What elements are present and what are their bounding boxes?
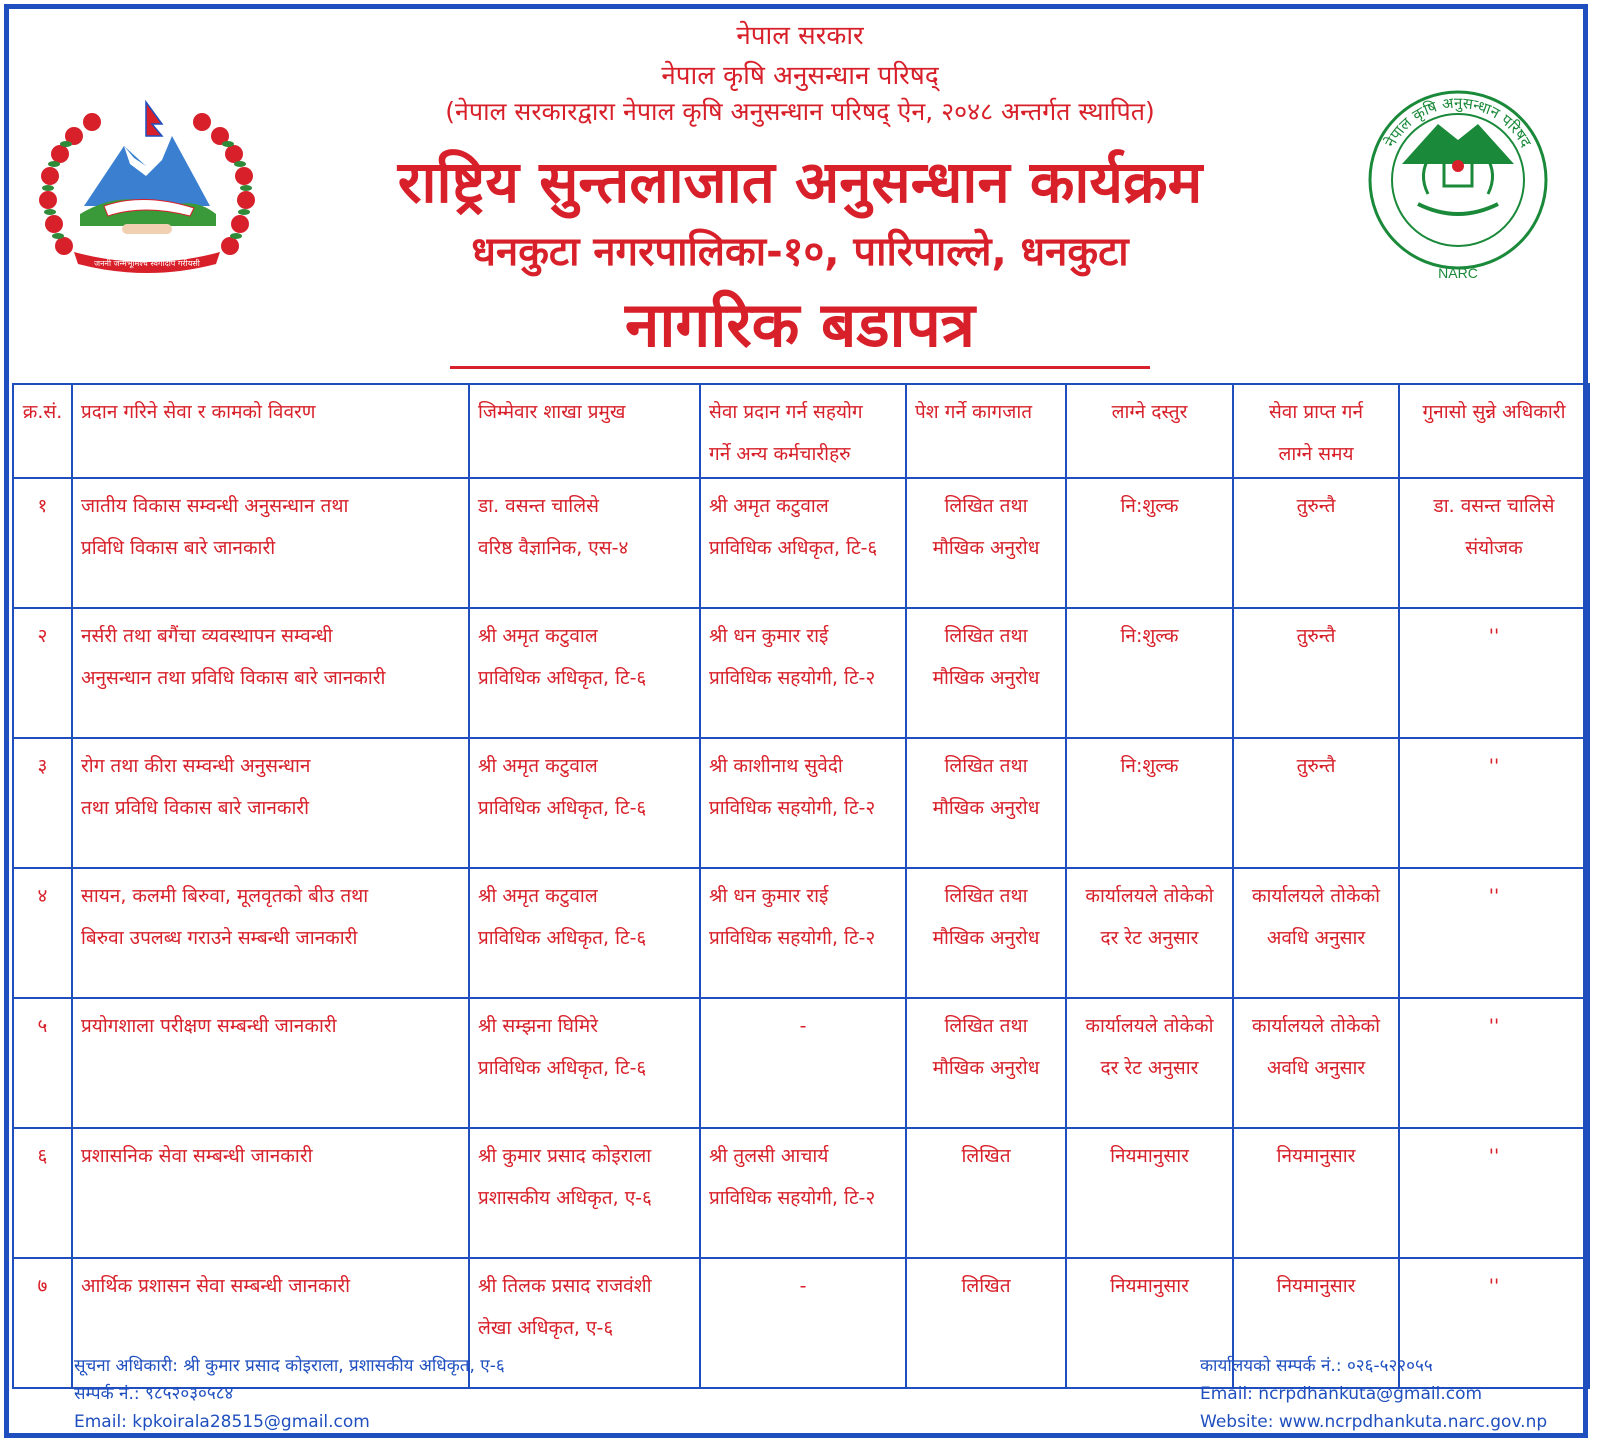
cell-responsible: डा. वसन्त चालिसे वरिष्ठ वैज्ञानिक, एस-४ [469,478,700,608]
cell-responsible: श्री कुमार प्रसाद कोइराला प्रशासकीय अधिकृत, ए-६ [469,1128,700,1258]
cell-sn: २ [13,608,72,738]
cell-service: नर्सरी तथा बगैंचा व्यवस्थापन सम्वन्धी अनुसन्धान तथा प्रविधि विकास बारे जानकारी [72,608,469,738]
info-officer-phone: सम्पर्क नं.: ९८५२०३०५८४ [74,1384,234,1404]
table-row [13,608,1589,738]
cell-responsible: श्री अमृत कटुवाल प्राविधिक अधिकृत, टि-६ [469,738,700,868]
cell-service: आर्थिक प्रशासन सेवा सम्बन्धी जानकारी [72,1258,469,1388]
cell-sn: ६ [13,1128,72,1258]
col-header-sn: क्र.सं. [13,384,72,478]
cell-documents: लिखित तथा मौखिक अनुरोध [906,478,1066,608]
col-header-fee: लाग्ने दस्तुर [1066,384,1233,478]
program-name: राष्ट्रिय सुन्तलाजात अनुसन्धान कार्यक्रम [397,148,1203,216]
cell-grievance: '' [1399,1128,1589,1258]
cell-supporting-staff: - [700,998,906,1128]
svg-text:नेपाल कृषि अनुसन्धान परिषद: नेपाल कृषि अनुसन्धान परिषद [1381,93,1535,151]
cell-service: रोग तथा कीरा सम्वन्धी अनुसन्धान तथा प्रविधि विकास बारे जानकारी [72,738,469,868]
cell-documents: लिखित तथा मौखिक अनुरोध [906,998,1066,1128]
cell-fee: नि:शुल्क [1066,478,1233,608]
col-header-service: प्रदान गरिने सेवा र कामको विवरण [72,384,469,478]
svg-text:जननी जन्मभूमिश्च स्वर्गादपि गर: जननी जन्मभूमिश्च स्वर्गादपि गरीयसी [94,259,200,268]
office-email[interactable]: Email: ncrpdhankuta@gmail.com [1200,1384,1483,1404]
cell-fee: कार्यालयले तोकेको दर रेट अनुसार [1066,998,1233,1128]
table-row [13,1128,1589,1258]
info-officer-email[interactable]: Email: kpkoirala28515@gmail.com [74,1412,370,1432]
table-header-row [13,384,1589,478]
cell-supporting-staff: श्री धन कुमार राई प्राविधिक सहयोगी, टि-२ [700,868,906,998]
cell-sn: ३ [13,738,72,868]
cell-service: सायन, कलमी बिरुवा, मूलवृतको बीउ तथा बिरुवा उपलब्ध गराउने सम्बन्धी जानकारी [72,868,469,998]
cell-fee: नियमानुसार [1066,1128,1233,1258]
narc-logo [1358,84,1558,284]
cell-time: कार्यालयले तोकेको अवधि अनुसार [1233,998,1399,1128]
cell-supporting-staff: श्री धन कुमार राई प्राविधिक सहयोगी, टि-२ [700,608,906,738]
cell-service: जातीय विकास सम्वन्धी अनुसन्धान तथा प्रविधि विकास बारे जानकारी [72,478,469,608]
page-title: नागरिक बडापत्र [624,288,976,361]
cell-responsible: श्री अमृत कटुवाल प्राविधिक अधिकृत, टि-६ [469,608,700,738]
cell-sn: ४ [13,868,72,998]
cell-sn: ५ [13,998,72,1128]
cell-fee: नियमानुसार [1066,1258,1233,1388]
cell-grievance: डा. वसन्त चालिसे संयोजक [1399,478,1589,608]
footer-info-officer [74,1352,505,1436]
cell-time: कार्यालयले तोकेको अवधि अनुसार [1233,868,1399,998]
cell-time: नियमानुसार [1233,1128,1399,1258]
cell-supporting-staff: श्री तुलसी आचार्य प्राविधिक सहयोगी, टि-२ [700,1128,906,1258]
cell-time: नियमानुसार [1233,1258,1399,1388]
cell-documents: लिखित तथा मौखिक अनुरोध [906,738,1066,868]
col-header-responsible: जिम्मेवार शाखा प्रमुख [469,384,700,478]
col-header-time: सेवा प्राप्त गर्न लाग्ने समय [1233,384,1399,478]
cell-grievance: '' [1399,868,1589,998]
header-council: नेपाल कृषि अनुसन्धान परिषद् [661,61,939,91]
footer-office-contact [1200,1352,1547,1436]
col-header-documents: पेश गर्ने कागजात [906,384,1066,478]
cell-fee: नि:शुल्क [1066,738,1233,868]
cell-grievance: '' [1399,1258,1589,1388]
cell-fee: नि:शुल्क [1066,608,1233,738]
col-header-grievance: गुनासो सुन्ने अधिकारी [1399,384,1589,478]
cell-time: तुरुन्तै [1233,738,1399,868]
office-phone: कार्यालयको सम्पर्क नं.: ०२६-५२२०५५ [1200,1356,1433,1376]
title-block [450,290,1150,369]
cell-service: प्रशासनिक सेवा सम्बन्धी जानकारी [72,1128,469,1258]
svg-text:NARC: NARC [1438,265,1478,281]
header-gov: नेपाल सरकार [736,21,864,51]
info-officer-name: सूचना अधिकारी: श्री कुमार प्रसाद कोइराला, प्रशासकीय अधिकृत, ए-६ [74,1356,505,1376]
cell-sn: ७ [13,1258,72,1388]
cell-responsible: श्री अमृत कटुवाल प्राविधिक अधिकृत, टि-६ [469,868,700,998]
office-website[interactable]: Website: www.ncrpdhankuta.narc.gov.np [1200,1412,1548,1432]
cell-time: तुरुन्तै [1233,478,1399,608]
cell-supporting-staff: - [700,1258,906,1388]
cell-documents: लिखित [906,1258,1066,1388]
header [0,0,1600,380]
citizen-charter-table [12,383,1590,1389]
cell-responsible: श्री सम्झना घिमिरे प्राविधिक अधिकृत, टि-६ [469,998,700,1128]
table-row [13,478,1589,608]
cell-grievance: '' [1399,608,1589,738]
cell-documents: लिखित तथा मौखिक अनुरोध [906,868,1066,998]
cell-supporting-staff: श्री काशीनाथ सुवेदी प्राविधिक सहयोगी, टि-२ [700,738,906,868]
table-row [13,868,1589,998]
header-act: (नेपाल सरकारद्वारा नेपाल कृषि अनुसन्धान परिषद् ऐन, २०४८ अन्तर्गत स्थापित) [445,97,1155,126]
nepal-emblem-logo [34,96,260,274]
cell-responsible: श्री तिलक प्रसाद राजवंशी लेखा अधिकृत, ए-६ [469,1258,700,1388]
col-header-supporting-staff: सेवा प्रदान गर्न सहयोग गर्ने अन्य कर्मचारीहरु [700,384,906,478]
cell-time: तुरुन्तै [1233,608,1399,738]
table-row [13,738,1589,868]
cell-supporting-staff: श्री अमृत कटुवाल प्राविधिक अधिकृत, टि-६ [700,478,906,608]
cell-grievance: '' [1399,738,1589,868]
cell-sn: १ [13,478,72,608]
cell-fee: कार्यालयले तोकेको दर रेट अनुसार [1066,868,1233,998]
cell-documents: लिखित तथा मौखिक अनुरोध [906,608,1066,738]
cell-documents: लिखित [906,1128,1066,1258]
cell-grievance: '' [1399,998,1589,1128]
table-row [13,998,1589,1128]
program-address: धनकुटा नगरपालिका-१०, पारिपाल्ले, धनकुटा [471,229,1129,275]
cell-service: प्रयोगशाला परीक्षण सम्बन्धी जानकारी [72,998,469,1128]
